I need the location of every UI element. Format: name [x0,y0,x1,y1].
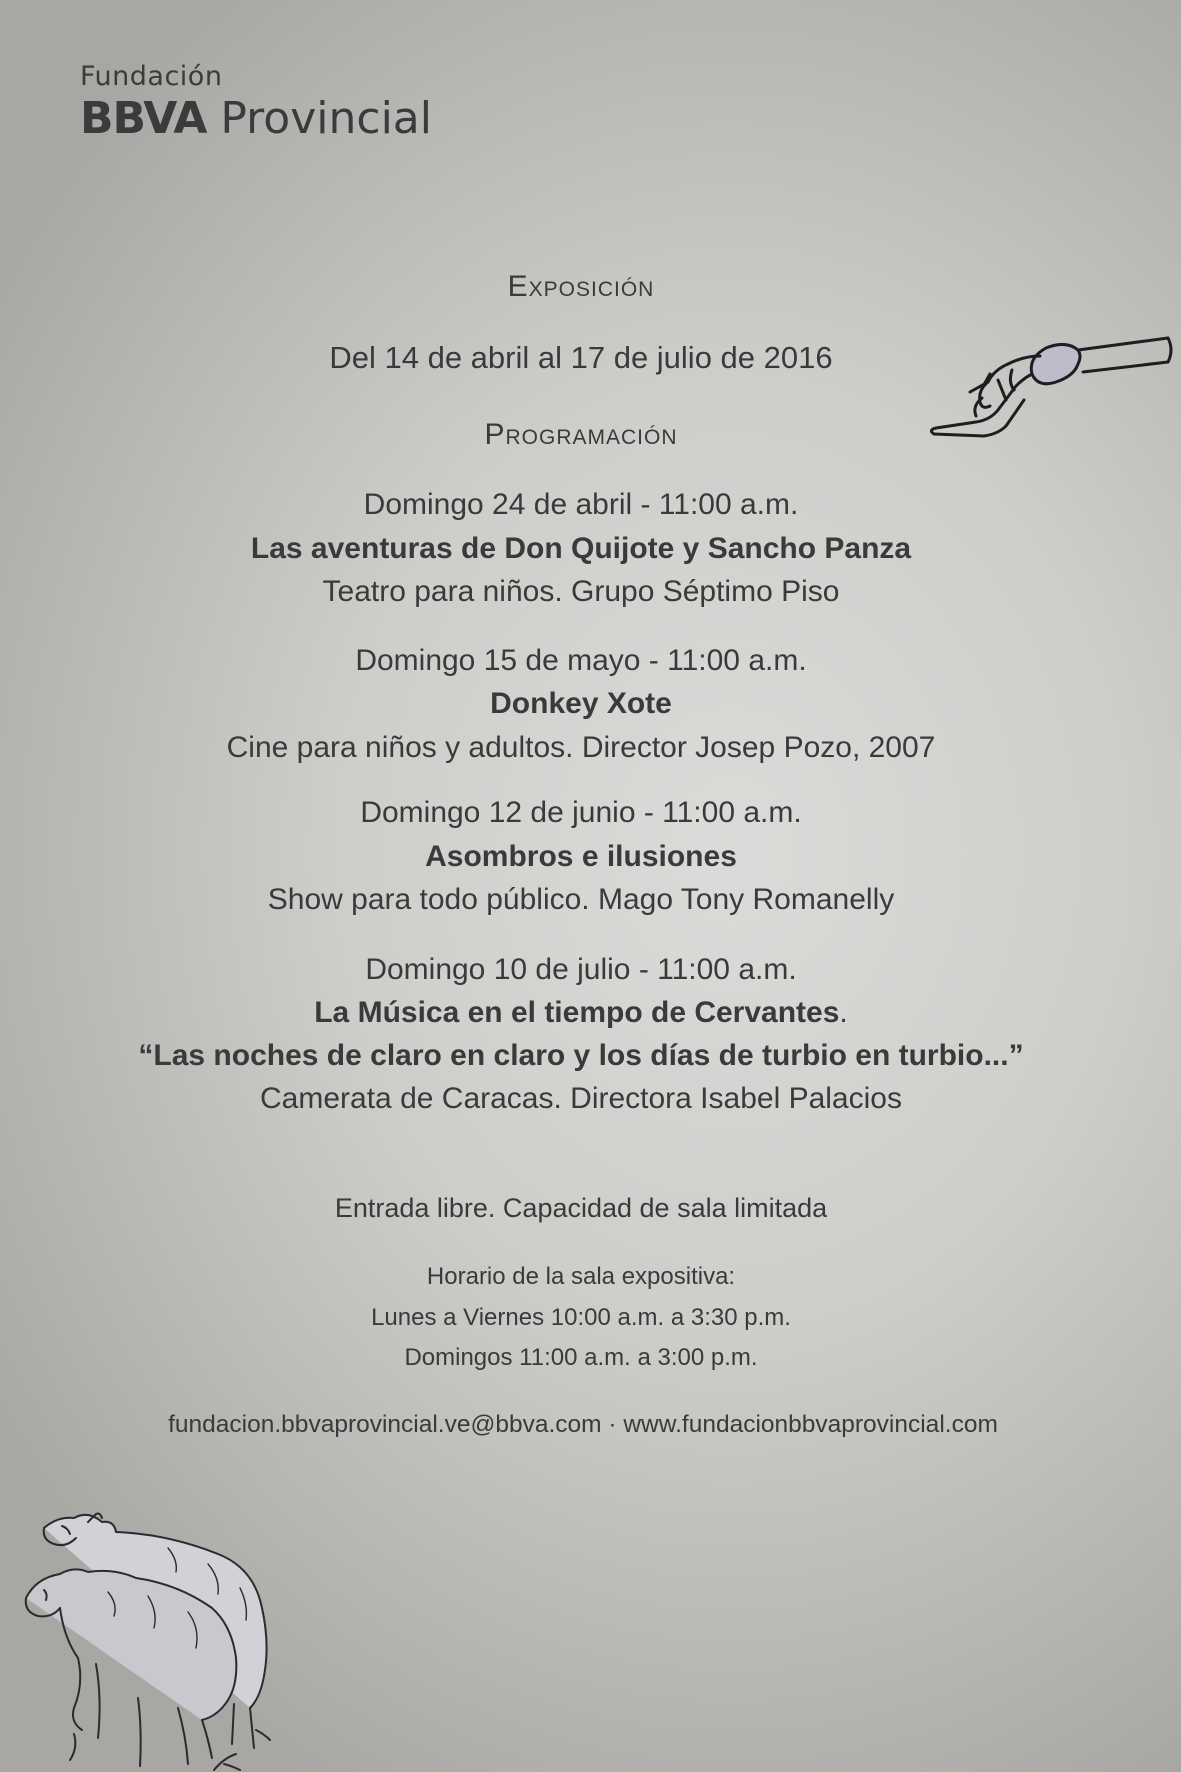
event-4-title: La Música en el tiempo de Cervantes [314,996,840,1029]
event-3-description: Show para todo público. Mago Tony Romanelly [267,883,895,916]
admission-note: Entrada libre. Capacidad de sala limitada [334,1193,828,1223]
event-3-title: Asombros e ilusiones [425,840,737,873]
exhibition-dates: Del 14 de abril al 17 de julio de 2016 [329,340,833,375]
logo-fundacion: Fundación [80,61,223,92]
event-3-date: Domingo 12 de junio - 11:00 a.m. [360,796,802,829]
hours-label: Horario de la sala expositiva: [426,1263,736,1290]
logo-brand [80,94,432,144]
event-4-title-line [0,996,1162,1030]
event-4-title-period: . [839,996,848,1029]
event-4-subtitle: “Las noches de claro en claro y los días de turbio en turbio...” [138,1039,1024,1072]
event-2-title: Donkey Xote [490,687,672,720]
heading-exposicion: Exposición [507,270,655,303]
event-2-date: Domingo 15 de mayo - 11:00 a.m. [355,644,807,677]
contact-line: fundacion.bbvaprovincial.ve@bbva.com · www.fundacionbbvaprovincial.com [168,1411,998,1438]
logo-bbva: BBVA [80,93,207,144]
event-2-description: Cine para niños y adultos. Director Josep Pozo, 2007 [226,731,936,764]
event-1-title: Las aventuras de Don Quijote y Sancho Panza [250,532,912,565]
event-4-description: Camerata de Caracas. Directora Isabel Palacios [260,1082,902,1115]
sheep-icon [18,1508,298,1772]
event-1-description: Teatro para niños. Grupo Séptimo Piso [322,575,840,608]
logo-provincial: Provincial [220,93,432,144]
fundacion-bbva-logo [80,60,432,144]
heading-programacion: Programación [484,418,678,451]
hours-weekdays: Lunes a Viernes 10:00 a.m. a 3:30 p.m. [371,1304,791,1331]
event-1-date: Domingo 24 de abril - 11:00 a.m. [363,488,799,521]
hand-icon [928,330,1173,445]
event-4-date: Domingo 10 de julio - 11:00 a.m. [365,953,797,986]
hours-sundays: Domingos 11:00 a.m. a 3:00 p.m. [404,1344,758,1371]
